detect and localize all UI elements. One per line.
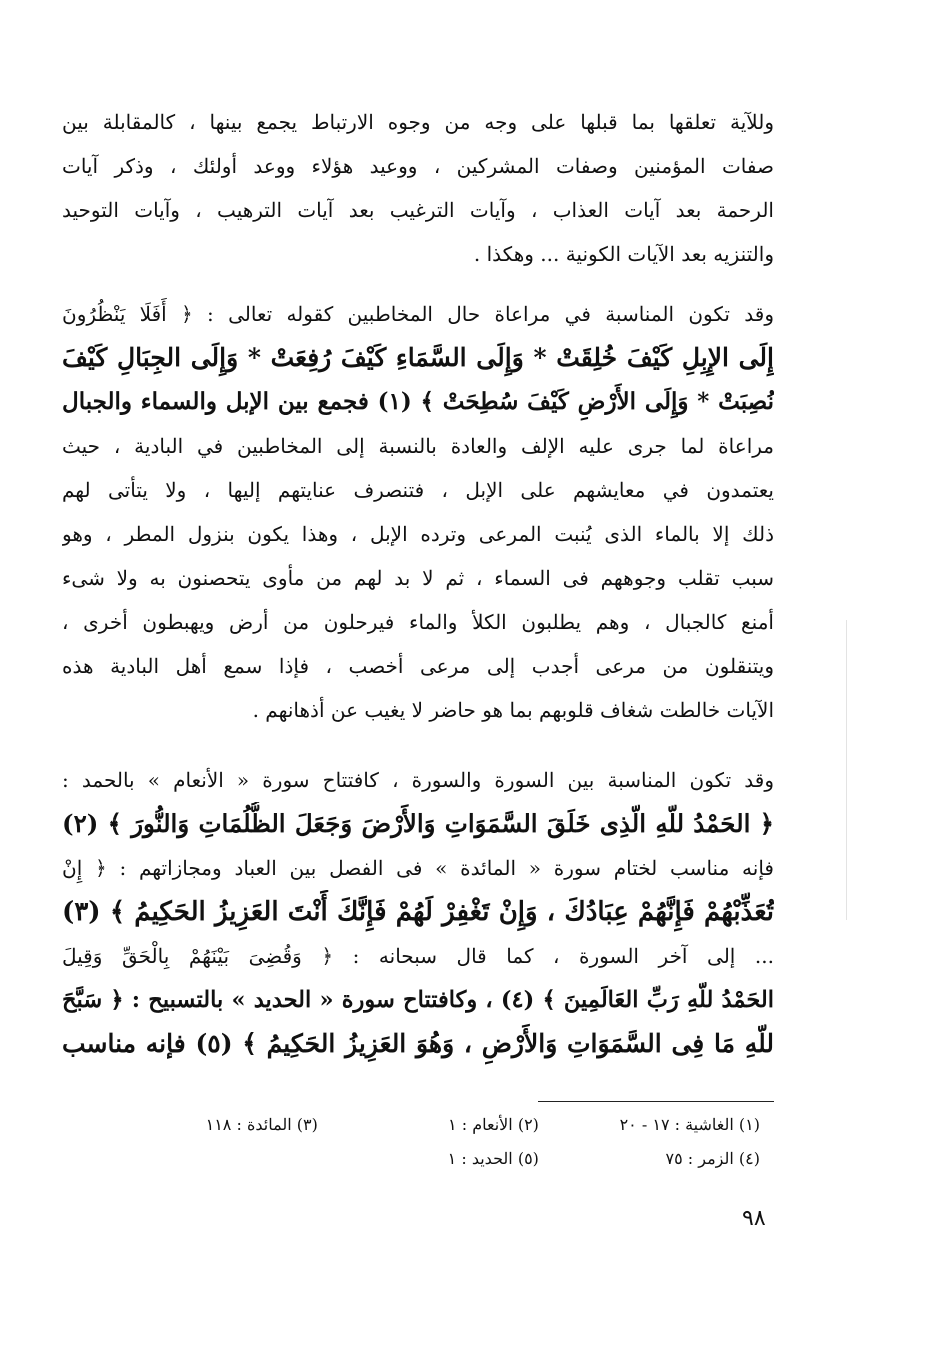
footnote: (٤) الزمر : ٧٥ <box>665 1149 760 1168</box>
footnote-divider <box>538 1101 774 1102</box>
footnotes <box>100 1108 760 1176</box>
footnote-row <box>100 1108 760 1142</box>
quran-verse-line: نُصِبَتْ * وَإِلَى الأَرْضِ كَيْفَ سُطِحَتْ ﴾ (١) فجمع بين الإبل والسماء والجبال <box>62 388 774 415</box>
paragraph-line: ... إلى آخر السورة ، كما قال سبحانه : ﴿ وَقُضِىَ بَيْنَهُمْ بِالْحَقِّ وَقِيلَ <box>62 944 774 968</box>
quran-verse-line: ﴿ الحَمْدُ للّهِ الّذِى خَلَقَ السَّمَوَاتِ وَالأَرْضَ وَجَعَلَ الظُّلُمَاتِ وَالنُّورَ ﴾ (٢) <box>62 809 774 838</box>
paragraph-line: وقد تكون المناسبة بين السورة والسورة ، كافتتاح سورة « الأنعام » بالحمد : <box>62 768 774 792</box>
quran-verse-line: للّهِ مَا فِى السَّمَوَاتِ وَالأَرْضِ ، وَهُوَ العَزِيزُ الحَكِيمُ ﴾ (٥) فإنه مناسب <box>62 1029 774 1058</box>
quran-verse-line: تُعَذِّبْهُمْ فَإِنَّهُمْ عِبَادُكَ ، وَإِنْ تَغْفِرْ لَهُمْ فَإِنَّكَ أَنْتَ العَزِيزُ الحَكِيمُ ﴾ (٣) <box>62 897 774 927</box>
paragraph-line: ويتنقلون من مرعى أجدب إلى مرعى أخصب ، فإذا سمع أهل البادية هذه <box>62 654 774 678</box>
paragraph-line: أمنع كالجبال ، وهم يطلبون الكلأ والماء فيرحلون من أرض ويهبطون أخرى ، <box>62 610 774 634</box>
scan-margin-mark <box>846 620 847 920</box>
footnote: (١) الغاشية : ١٧ - ٢٠ <box>619 1115 760 1134</box>
paragraph-surah-relation <box>62 758 774 1066</box>
quran-verse-line: الحَمْدُ للّهِ رَبِّ العَالَمِينَ ﴾ (٤) ، وكافتتاح سورة « الحديد » بالتسبيح : ﴿ سَبَّحَ <box>62 987 774 1013</box>
quran-verse-line: إِلَى الإِبِلِ كَيْفَ خُلِقَتْ * وَإِلَى السَّمَاءِ كَيْفَ رُفِعَتْ * وَإِلَى الجِبَالِ كَيْفَ <box>62 343 774 372</box>
paragraph-line: وقد تكون المناسبة في مراعاة حال المخاطبين كقوله تعالى : ﴿ أَفَلَا يَنْظُرُونَ <box>62 302 774 326</box>
paragraph-line: سبب تقلب وجوههم فى السماء ، ثم لا بد لهم من مأوى يتحصنون به ولا شىء <box>62 566 774 590</box>
paragraph-line: الرحمة بعد آيات العذاب ، وآيات الترغيب بعد آيات الترهيب ، وآيات التوحيد <box>62 198 774 222</box>
paragraph-line: والتنزيه بعد الآيات الكونية ... وهكذا . <box>473 242 774 266</box>
paragraph-verse-relations <box>62 100 774 276</box>
paragraph-line: يعتمدون في معايشهم على الإبل ، فتنصرف عنايتهم إليها ، ولا يتأتى لهم <box>62 478 774 502</box>
footnote: (٣) المائدة : ١١٨ <box>205 1115 318 1134</box>
paragraph-line: فإنه مناسب لختام سورة « المائدة » فى الفصل بين العباد ومجازاتهم : ﴿ إِنْ <box>62 856 774 880</box>
paragraph-line: وللآية تعلقها بما قبلها على وجه من وجوه الارتباط يجمع بينها ، كالمقابلة بين <box>62 110 774 134</box>
paragraph-line: صفات المؤمنين وصفات المشركين ، ووعيد هؤلاء ووعد أولئك ، وذكر آيات <box>62 154 774 178</box>
page-number: ٩٨ <box>742 1206 766 1231</box>
paragraph-line: مراعاة لما جرى عليه الإلف والعادة بالنسبة إلى المخاطبين في البادية ، حيث <box>62 434 774 458</box>
paragraph-line: الآيات خالطت شغاف قلوبهم بما هو حاضر لا يغيب عن أذهانهم . <box>252 698 774 722</box>
footnote-row <box>100 1142 760 1176</box>
paragraph-audience-relation <box>62 292 774 732</box>
footnote: (٥) الحديد : ١ <box>447 1149 539 1168</box>
footnote: (٢) الأنعام : ١ <box>448 1115 539 1134</box>
paragraph-line: ذلك إلا بالماء الذى يُنبت المرعى وترده الإبل ، وهذا يكون بنزول المطر ، وهو <box>62 522 774 546</box>
